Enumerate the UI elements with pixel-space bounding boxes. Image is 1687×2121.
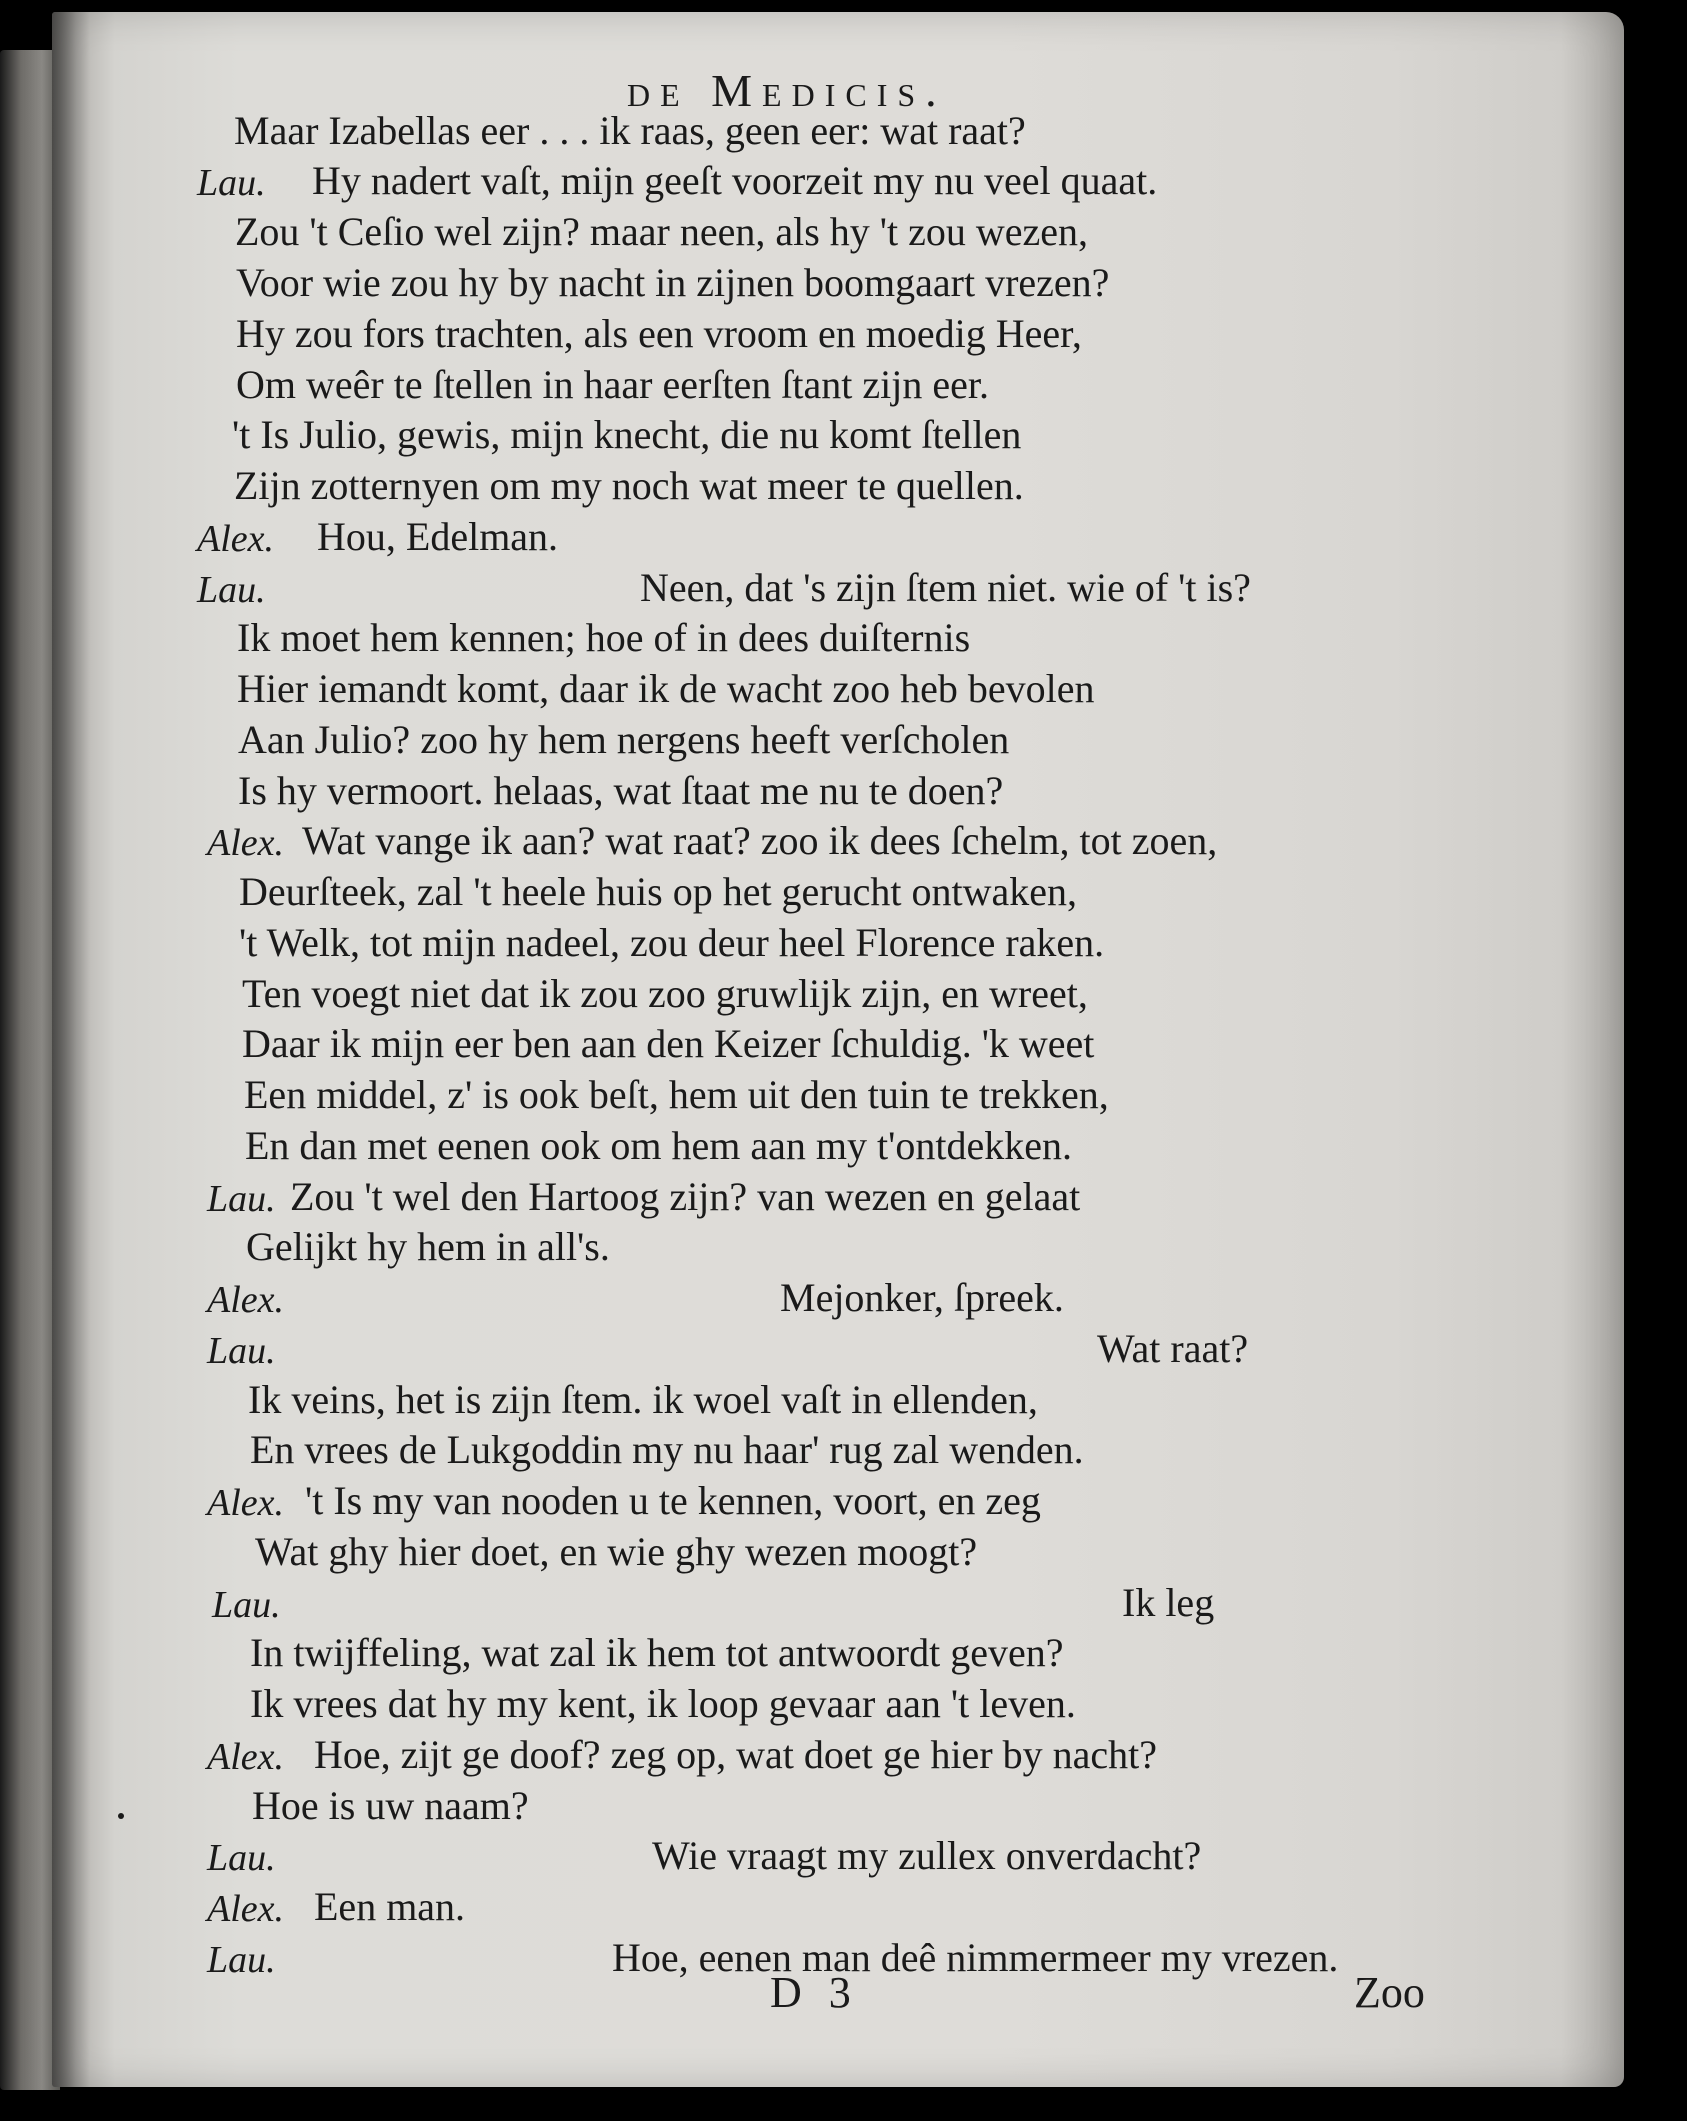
verse-line (52, 767, 1624, 818)
verse-line (52, 564, 1624, 615)
speaker-label: Alex. (197, 518, 275, 560)
verse-text: Deurſteek, zal 't heele huis op het gerucht ontwaken, (239, 869, 1078, 914)
verse-line (52, 1122, 1624, 1173)
verse-line (52, 1376, 1624, 1427)
verse-line (52, 1020, 1624, 1071)
verse-line (52, 513, 1624, 564)
verse-line (52, 1629, 1624, 1680)
verse-text: Is hy vermoort. helaas, wat ſtaat me nu te doen? (238, 768, 1004, 813)
verse-line (52, 1223, 1624, 1274)
verse-line (52, 1274, 1624, 1325)
verse-text: Gelijkt hy hem in all's. (246, 1224, 610, 1269)
verse-text: Om weêr te ſtellen in haar eerſten ſtant zijn eer. (236, 362, 989, 407)
verse-line (52, 1426, 1624, 1477)
verse-line (52, 868, 1624, 919)
verse-text: Zou 't wel den Hartoog zijn? van wezen en gelaat (290, 1174, 1081, 1219)
verse-line (52, 157, 1624, 208)
speaker-label: Alex. (207, 1736, 285, 1778)
verse-text: Hoe is uw naam? (252, 1783, 529, 1828)
verse-text: Ik leg (1122, 1580, 1215, 1625)
verse-line (52, 716, 1624, 767)
verse-line (52, 361, 1624, 412)
speaker-label: Alex. (207, 1888, 285, 1930)
speaker-label: Alex. (207, 822, 285, 864)
verse-text: Zou 't Ceſio wel zijn? maar neen, als hy 't zou wezen, (235, 209, 1089, 254)
verse-line (52, 310, 1624, 361)
verse-line (52, 1883, 1624, 1934)
signature-mark: D 3 (770, 1968, 859, 2017)
verse-text: Ik moet hem kennen; hoe of in dees duiſternis (237, 615, 971, 660)
facing-page-edge (0, 50, 60, 2090)
verse-line (52, 1071, 1624, 1122)
speaker-label: Lau. (207, 1939, 276, 1981)
verse-text: Hoe, eenen man deê nimmermeer my vrezen. (612, 1935, 1339, 1980)
catchword: Zoo (1354, 1968, 1425, 2017)
book-page (52, 12, 1624, 2087)
speaker-label: Lau. (197, 569, 266, 611)
verse-text: In twijffeling, wat zal ik hem tot antwoordt geven? (250, 1630, 1064, 1675)
verse-text: Een man. (314, 1884, 466, 1929)
verse-text: Zijn zotternyen om my noch wat meer te quellen. (234, 463, 1024, 508)
verse-line (52, 107, 1624, 158)
verse-line (52, 1731, 1624, 1782)
verse-line (52, 970, 1624, 1021)
verse-text: Hier iemandt komt, daar ik de wacht zoo heb bevolen (237, 666, 1095, 711)
verse-text: Een middel, z' is ook beſt, hem uit den tuin te trekken, (244, 1072, 1109, 1117)
speaker-label: Lau. (197, 162, 266, 204)
verse-line (52, 1325, 1624, 1376)
verse-text: Mejonker, ſpreek. (780, 1275, 1064, 1320)
verse-text: Maar Izabellas eer . . . ik raas, geen eer: wat raat? (234, 108, 1026, 153)
verse-line (52, 208, 1624, 259)
verse-text: Wat vange ik aan? wat raat? zoo ik dees ſchelm, tot zoen, (302, 818, 1218, 863)
verse-text: Wie vraagt my zullex onverdacht? (652, 1833, 1202, 1878)
verse-line (52, 919, 1624, 970)
verse-text: Aan Julio? zoo hy hem nergens heeft verſcholen (238, 717, 1010, 762)
verse-line (52, 1579, 1624, 1630)
ink-speck (118, 1813, 124, 1819)
verse-text: 't Is Julio, gewis, mijn knecht, die nu komt ſtellen (232, 412, 1022, 457)
speaker-label: Lau. (207, 1330, 276, 1372)
verse-line (52, 1832, 1624, 1883)
verse-line (52, 1782, 1624, 1833)
speaker-label: Alex. (207, 1482, 285, 1524)
speaker-label: Lau. (207, 1837, 276, 1879)
verse-text: Hou, Edelman. (317, 514, 559, 559)
verse-text: 't Is my van nooden u te kennen, voort, en zeg (305, 1478, 1041, 1523)
verse-line (52, 462, 1624, 513)
verse-text: Wat ghy hier doet, en wie ghy wezen moogt? (255, 1529, 978, 1574)
speaker-label: Lau. (212, 1584, 281, 1626)
verse-text: Neen, dat 's zijn ſtem niet. wie of 't is? (640, 565, 1251, 610)
verse-line (52, 614, 1624, 665)
verse-line (52, 411, 1624, 462)
verse-text: Hoe, zijt ge doof? zeg op, wat doet ge hier by nacht? (314, 1732, 1158, 1777)
verse-text: En vrees de Lukgoddin my nu haar' rug zal wenden. (250, 1427, 1084, 1472)
speaker-label: Alex. (207, 1279, 285, 1321)
verse-line (52, 1680, 1624, 1731)
verse-line (52, 1528, 1624, 1579)
speaker-label: Lau. (207, 1178, 276, 1220)
verse-text: Ten voegt niet dat ik zou zoo gruwlijk zijn, en wreet, (242, 971, 1088, 1016)
verse-line (52, 1173, 1624, 1224)
verse-line (52, 259, 1624, 310)
verse-text: Hy nadert vaſt, mijn geeſt voorzeit my nu veel quaat. (312, 158, 1158, 203)
verse-line (52, 665, 1624, 716)
verse-text: Ik vrees dat hy my kent, ik loop gevaar aan 't leven. (250, 1681, 1076, 1726)
verse-text: Wat raat? (1097, 1326, 1249, 1371)
verse-text: En dan met eenen ook om hem aan my t'ontdekken. (245, 1123, 1072, 1168)
verse-line (52, 817, 1624, 868)
verse-text: Daar ik mijn eer ben aan den Keizer ſchuldig. 'k weet (242, 1021, 1095, 1066)
verse-text: 't Welk, tot mijn nadeel, zou deur heel Florence raken. (239, 920, 1105, 965)
verse-text: Hy zou fors trachten, als een vroom en moedig Heer, (236, 311, 1082, 356)
verse-text: Voor wie zou hy by nacht in zijnen boomgaart vrezen? (236, 260, 1110, 305)
running-head: de Medicis. (627, 65, 947, 116)
verse-line (52, 1477, 1624, 1528)
verse-text: Ik veins, het is zijn ſtem. ik woel vaſt in ellenden, (248, 1377, 1038, 1422)
